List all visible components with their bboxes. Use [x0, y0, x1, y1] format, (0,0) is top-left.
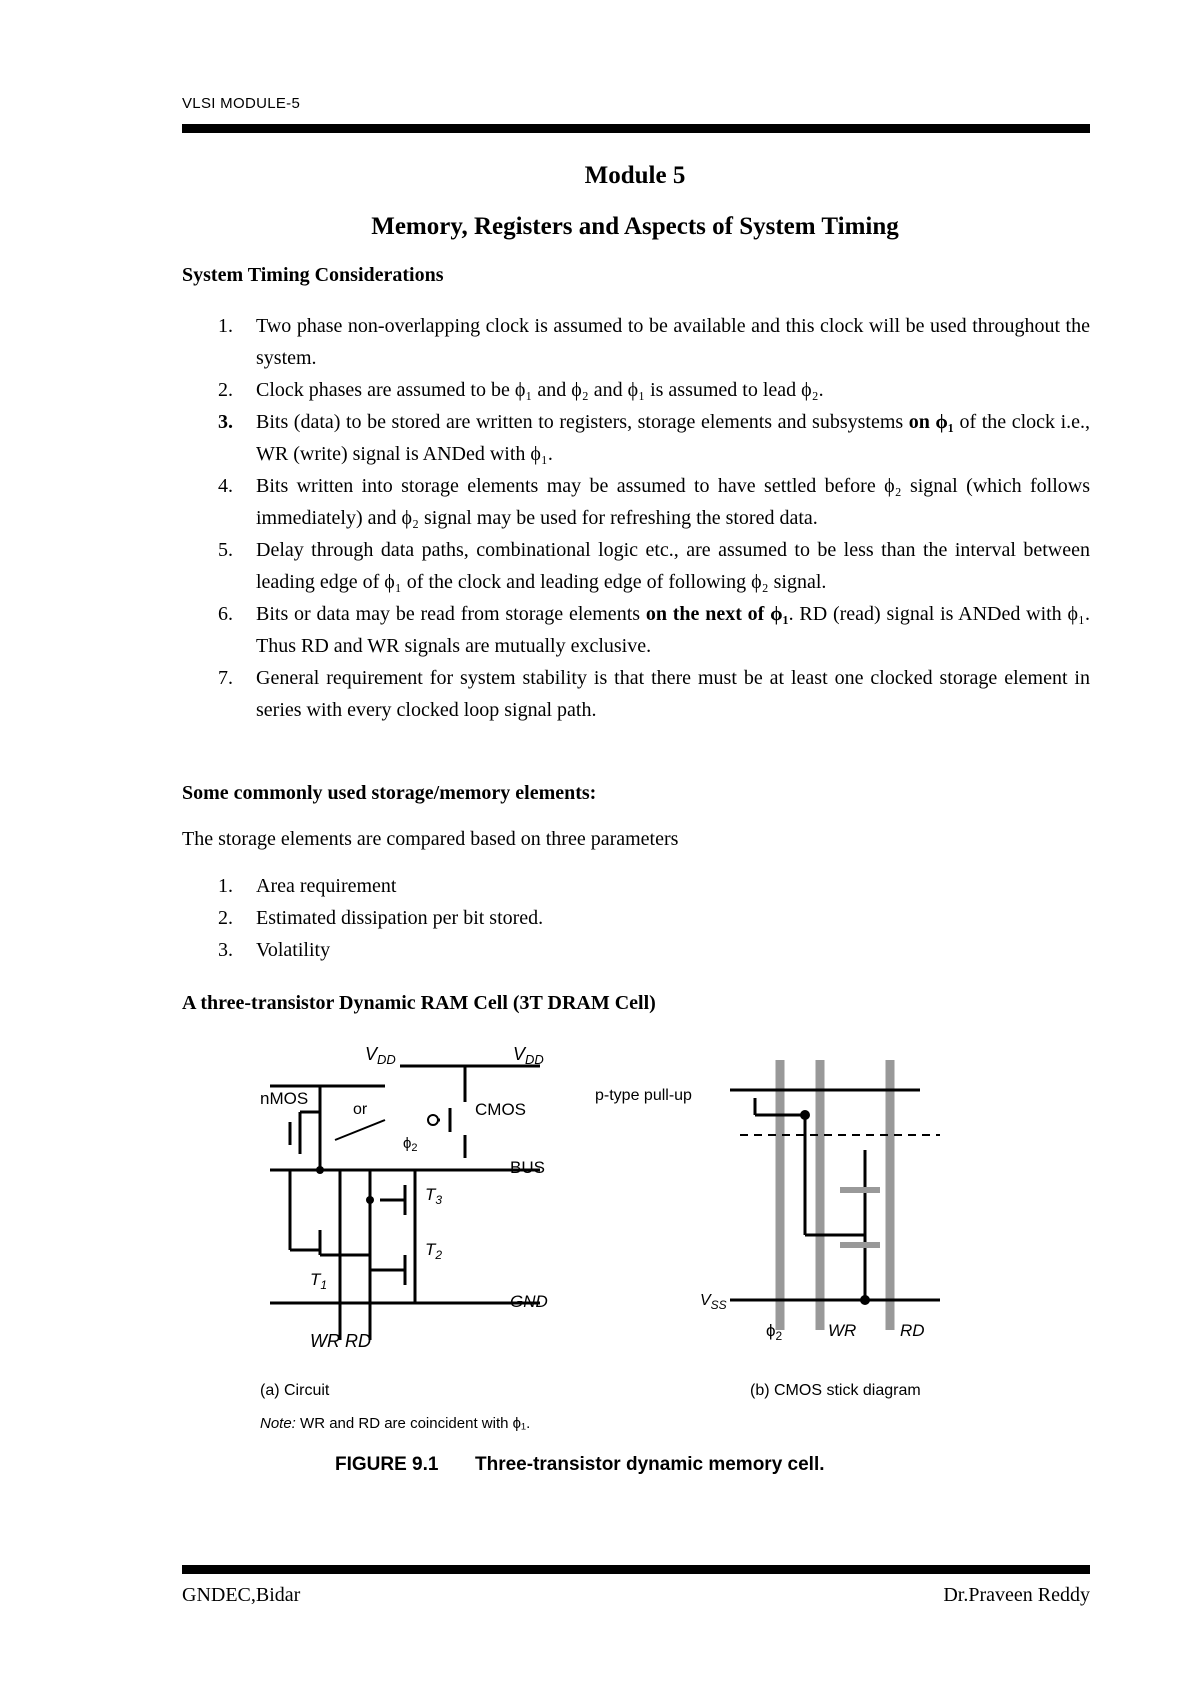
- list-number: 7.: [218, 667, 233, 689]
- item-text: Bits written into storage elements may be assumed to have settled before ϕ₂ signal (which follows immediately) and ϕ₂ signal may be used for refreshing the stored data.: [256, 475, 1090, 529]
- storage-item: [182, 902, 1090, 934]
- item-text: General requirement for system stability is that there must be at least one clocked storage element in series with every clocked loop signal path.: [256, 667, 1090, 721]
- list-number: 5.: [218, 539, 233, 561]
- emphasis-text: on the next of ϕ₁: [645, 603, 789, 625]
- or-label: or: [353, 1101, 368, 1118]
- nmos-label: nMOS: [260, 1089, 309, 1108]
- figure-note: Note: WR and RD are coincident with ϕ₁.: [260, 1415, 531, 1432]
- timing-heading: System Timing Considerations: [182, 264, 444, 286]
- t1-label: $T_1$: [310, 1270, 328, 1292]
- timing-item: [182, 534, 1090, 598]
- emphasis-text: on ϕ₁: [908, 411, 954, 433]
- list-number: 1.: [218, 875, 233, 897]
- item-text: Bits (data) to be stored are written to registers, storage elements and subsystems: [256, 411, 909, 433]
- item-text: Bits or data may be read from storage elements: [256, 603, 646, 625]
- t3-label: $T_3$: [425, 1185, 443, 1207]
- list-number: 2.: [218, 379, 233, 401]
- item-text: of the clock i.e., WR (write) signal is ANDed with ϕ₁.: [256, 411, 1091, 465]
- wr-rd-label: WR RD: [310, 1331, 371, 1351]
- list-number: 2.: [218, 907, 233, 929]
- list-number: 1.: [218, 315, 233, 337]
- item-text: Clock phases are assumed to be ϕ₁ and ϕ₂ and ϕ₁ is assumed to lead ϕ₂.: [256, 379, 824, 401]
- dram-figure: [260, 1040, 1020, 1510]
- phi2-stick-label: $\phi_2$: [766, 1321, 783, 1343]
- module-subtitle: Memory, Registers and Aspects of System Timing: [371, 213, 899, 240]
- caption-b: (b) CMOS stick diagram: [750, 1382, 921, 1399]
- list-number: 6.: [218, 603, 233, 625]
- dram-heading: A three-transistor Dynamic RAM Cell (3T DRAM Cell): [182, 992, 656, 1014]
- timing-list: [182, 310, 1090, 726]
- footer-author: Dr.Praveen Reddy: [943, 1584, 1090, 1606]
- running-header: VLSI MODULE-5: [182, 95, 301, 112]
- storage-heading: Some commonly used storage/memory elements:: [182, 782, 597, 804]
- t2-label: $T_2$: [425, 1240, 443, 1262]
- figure-number: FIGURE 9.1: [335, 1454, 439, 1475]
- footer-rule: [182, 1565, 1090, 1574]
- timing-item: [182, 374, 1090, 406]
- item-text: Volatility: [256, 939, 331, 961]
- storage-item: [182, 934, 1090, 966]
- timing-item: [182, 406, 1090, 470]
- gnd-label: GND: [510, 1292, 548, 1311]
- header-rule: [182, 124, 1090, 133]
- vdd-left-label: $V_{DD}$: [365, 1044, 396, 1067]
- bus-label: BUS: [510, 1158, 545, 1177]
- footer-institution: GNDEC,Bidar: [182, 1584, 301, 1606]
- timing-item: [182, 662, 1090, 726]
- caption-a: (a) Circuit: [260, 1382, 330, 1399]
- pullup-label: p-type pull-up: [595, 1087, 692, 1104]
- item-text: Two phase non-overlapping clock is assumed to be available and this clock will be used throughout the system.: [256, 315, 1090, 369]
- timing-item: [182, 310, 1090, 374]
- module-title: Module 5: [584, 162, 686, 189]
- list-number: 4.: [218, 475, 233, 497]
- item-text: Area requirement: [256, 875, 397, 897]
- list-number: 3.: [218, 411, 233, 433]
- storage-intro: The storage elements are compared based on three parameters: [182, 828, 679, 850]
- timing-item: [182, 598, 1090, 662]
- item-text: . RD (read) signal is ANDed with ϕ₁. Thus RD and WR signals are mutually exclusive.: [256, 603, 1090, 657]
- storage-list: [182, 870, 1090, 966]
- item-text: Delay through data paths, combinational logic etc., are assumed to be less than the interval between leading edge of ϕ₁ of the clock and leading edge of following ϕ₂ signal.: [256, 539, 1090, 593]
- vdd-right-label: $V_{DD}$: [513, 1044, 544, 1067]
- item-text: Estimated dissipation per bit stored.: [256, 907, 544, 929]
- vss-label: $V_{SS}$: [700, 1292, 727, 1312]
- wr-stick-label: WR: [828, 1321, 857, 1340]
- list-number: 3.: [218, 939, 233, 961]
- storage-item: [182, 870, 1090, 902]
- figure-title: Three-transistor dynamic memory cell.: [475, 1454, 825, 1475]
- timing-item: [182, 470, 1090, 534]
- phi2-label: $\phi_2$: [403, 1135, 418, 1154]
- cmos-label: CMOS: [475, 1100, 526, 1119]
- rd-stick-label: RD: [900, 1321, 925, 1340]
